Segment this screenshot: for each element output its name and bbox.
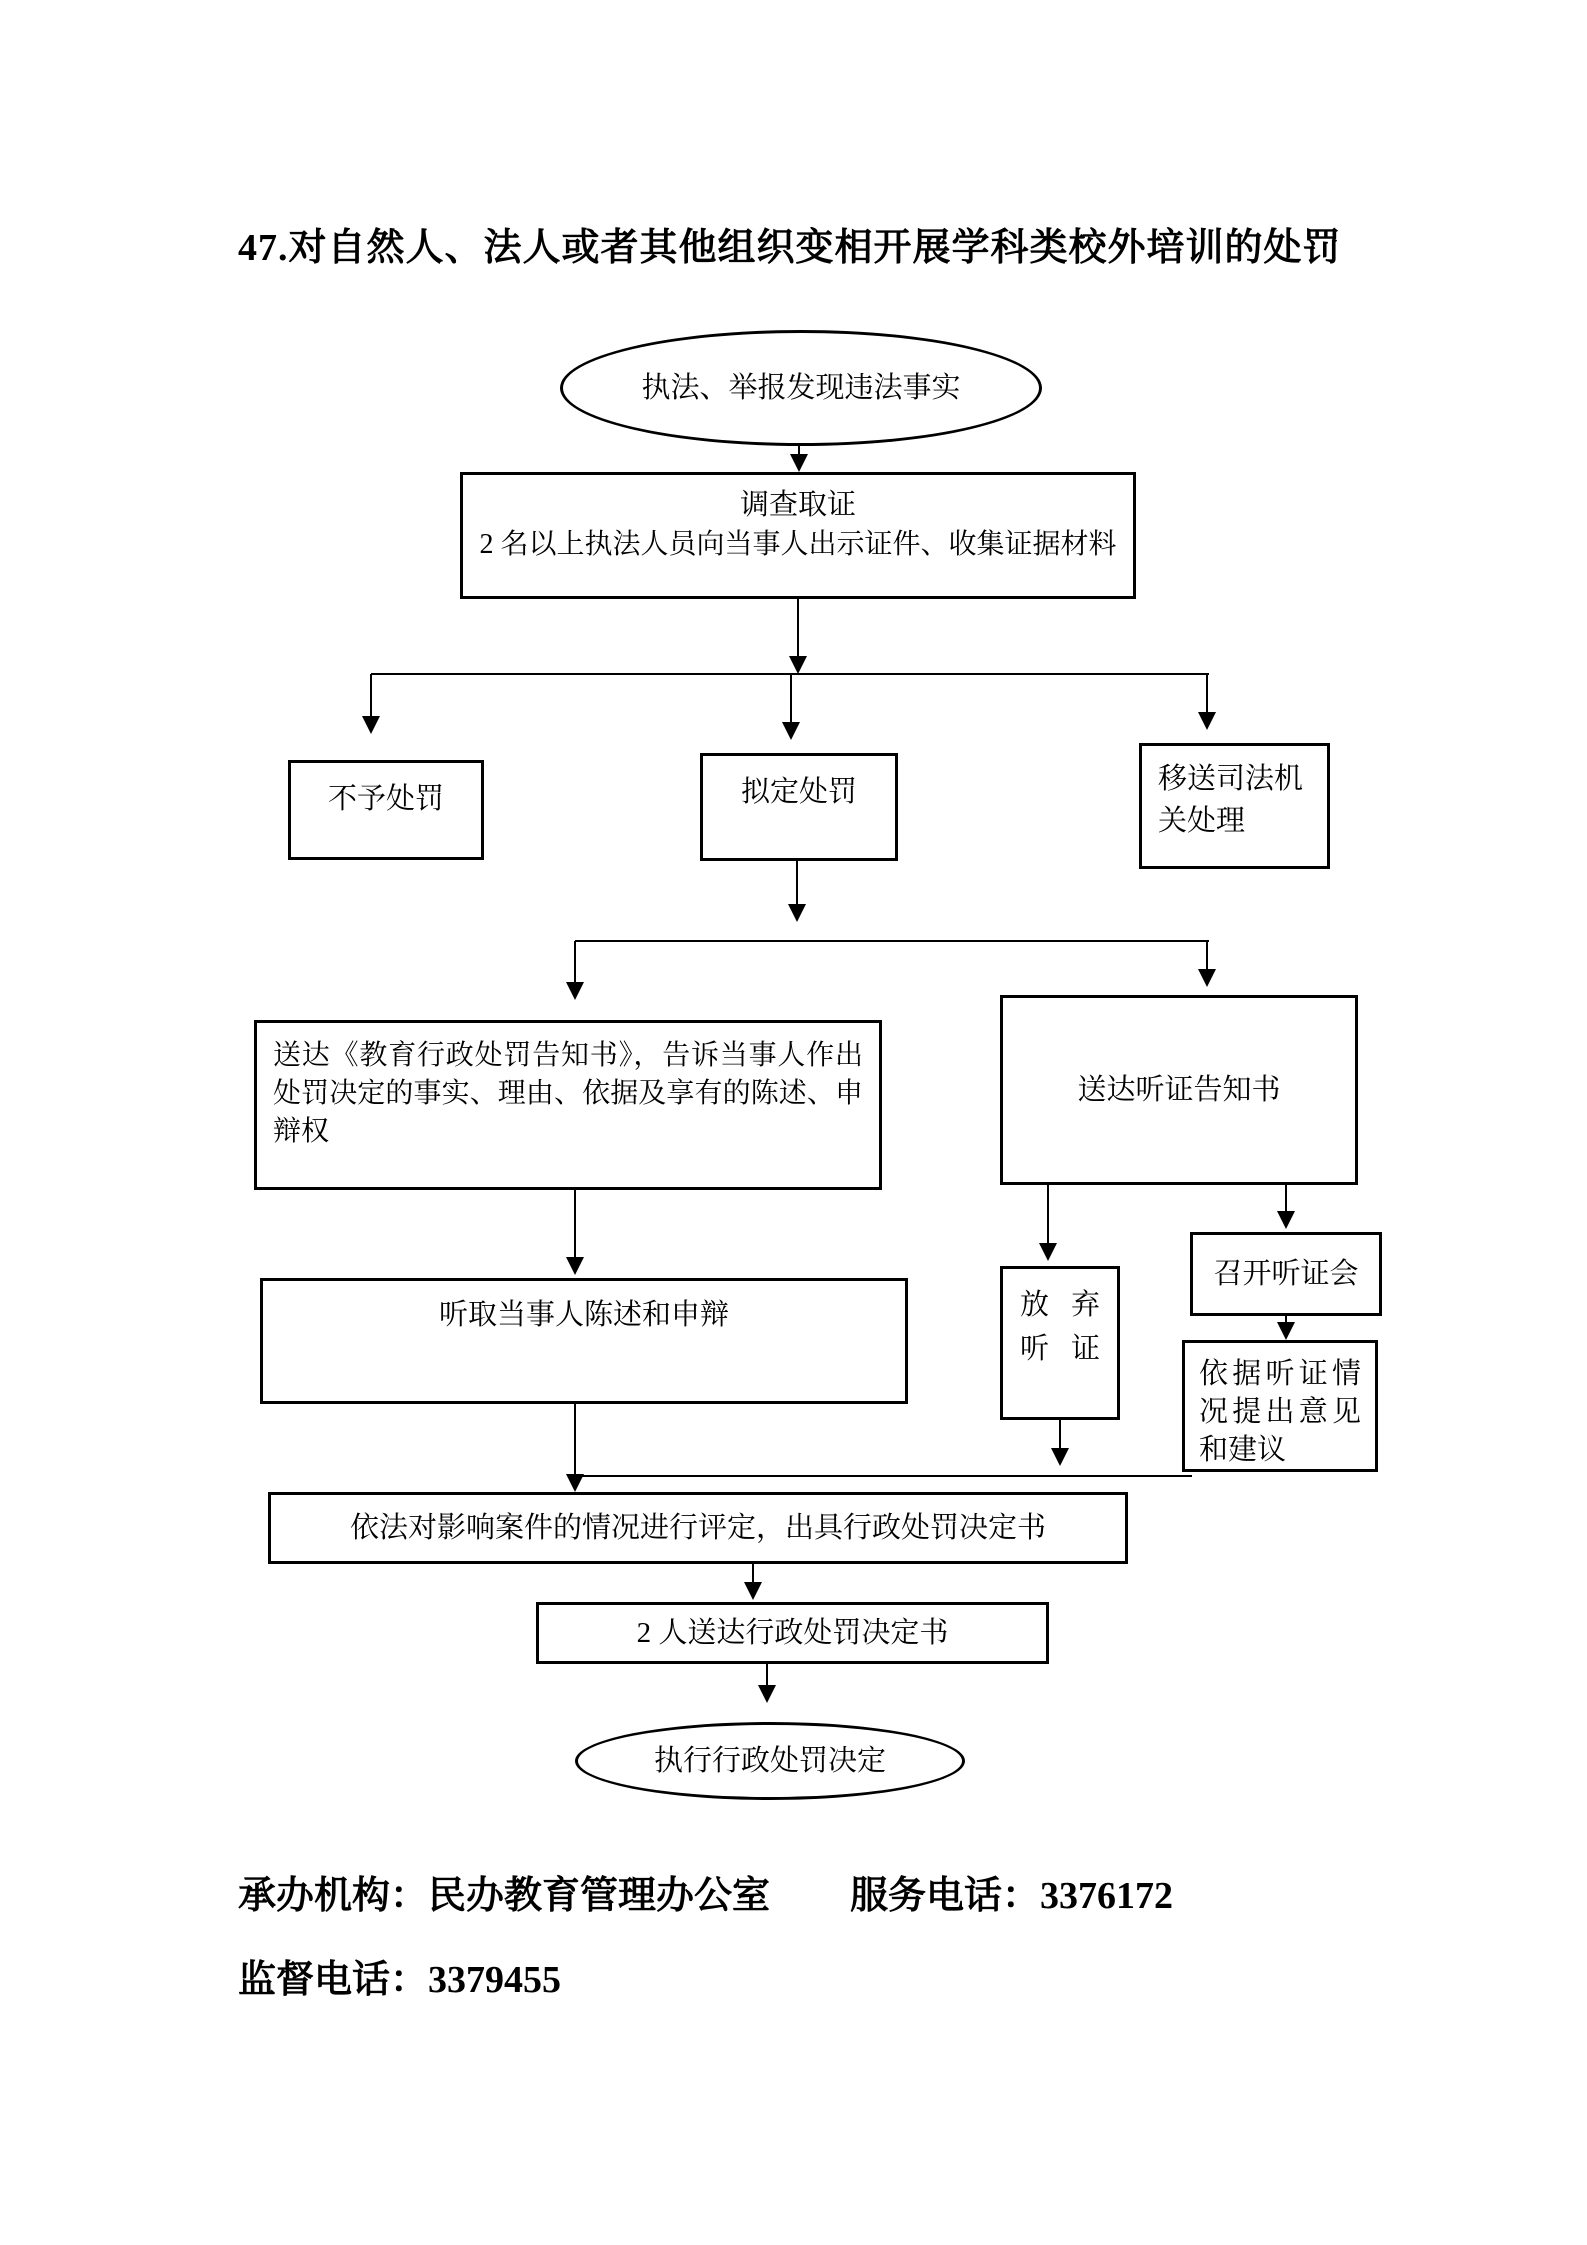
flow-node-evaluate-decision-label: 依法对影响案件的情况进行评定，出具行政处罚决定书: [349, 1512, 1046, 1544]
connector-branch2-right-arrowhead: [1198, 969, 1216, 987]
connector-branch1-left-line: [370, 674, 372, 716]
connector-hear-evaluate-line: [574, 1404, 576, 1474]
flow-node-evaluate-decision: [268, 1492, 1128, 1564]
flow-node-transfer-judicial-label: 移送司法机关处理: [1158, 763, 1304, 837]
flow-node-hold-hearing-label: 召开听证会: [1213, 1258, 1359, 1290]
page-title: 47.对自然人、法人或者其他组织变相开展学科类校外培训的处罚: [238, 227, 1342, 269]
flow-node-start-label: 执法、举报发现违法事实: [641, 372, 961, 404]
flow-node-hearing-opinion: [1182, 1340, 1378, 1472]
flow-node-investigate-line2: 2 名以上执法人员向当事人出示证件、收集证据材料: [479, 529, 1117, 560]
connector-start-investigate-arrowhead: [790, 454, 808, 472]
connector-investigate-branch-line: [797, 599, 799, 656]
flow-node-transfer-judicial: [1139, 743, 1330, 869]
flow-node-serve-hearing-notice-label: 送达听证告知书: [1077, 1074, 1281, 1106]
connector-investigate-branch-arrowhead: [789, 656, 807, 674]
flow-node-waive-hearing: [1000, 1266, 1120, 1420]
connector-deliver-execute-arrowhead: [758, 1685, 776, 1703]
flow-node-hearing-opinion-label: 依据听证情况提出意见和建议: [1199, 1358, 1361, 1466]
flow-node-draft-penalty: [700, 753, 898, 861]
footer-supervision-phone: 监督电话：3379455: [238, 1959, 562, 2001]
flow-node-investigate: [460, 472, 1136, 599]
flow-node-serve-penalty-notice: [254, 1020, 882, 1190]
connector-notice-hear-line: [574, 1190, 576, 1257]
connector-evaluate-deliver-line: [752, 1564, 754, 1582]
flow-node-deliver-decision-label: 2 人送达行政处罚决定书: [636, 1617, 949, 1649]
flow-node-draft-penalty-label: 拟定处罚: [740, 776, 857, 808]
connector-branch1-center-line: [790, 674, 792, 722]
flow-node-serve-penalty-notice-label: 送达《教育行政处罚告知书》，告诉当事人作出处罚决定的事实、理由、依据及享有的陈述、申辩权: [273, 1040, 863, 1147]
connector-branch2-left-line: [574, 941, 576, 982]
footer-agency: 承办机构：民办教育管理办公室: [238, 1875, 771, 1917]
flow-node-no-penalty: [288, 760, 484, 860]
connector-branch1-left-arrowhead: [362, 716, 380, 734]
flow-node-waive-hearing-label: 放弃听证: [1020, 1289, 1100, 1365]
flow-node-investigate-line1: 调查取证: [739, 489, 856, 521]
footer-service-phone: 服务电话：3376172: [850, 1875, 1174, 1917]
flow-node-execute-decision-label: 执行行政处罚决定: [653, 1745, 886, 1777]
connector-hearing-waive-line: [1047, 1185, 1049, 1243]
flow-node-no-penalty-label: 不予处罚: [327, 783, 444, 815]
connector-branch1-right-line: [1206, 674, 1208, 712]
connector-branch2-horizontal: [575, 940, 1209, 942]
flow-node-start: [560, 330, 1042, 446]
flow-node-serve-hearing-notice: [1000, 995, 1358, 1185]
footer-supervision-line: [238, 1948, 561, 2003]
connector-evaluate-deliver-arrowhead: [744, 1582, 762, 1600]
flow-node-hear-statement-label: 听取当事人陈述和申辩: [438, 1299, 729, 1331]
connector-hear-evaluate-arrowhead: [566, 1474, 584, 1492]
connector-branch1-right-arrowhead: [1198, 712, 1216, 730]
connector-hearing-hold-line: [1285, 1185, 1287, 1211]
connector-waive-merge-arrowhead: [1051, 1448, 1069, 1466]
flow-node-execute-decision: [575, 1722, 965, 1800]
footer-agency-line: [238, 1864, 1173, 1919]
flow-node-hear-statement: [260, 1278, 908, 1404]
connector-branch2-right-line: [1206, 941, 1208, 969]
connector-branch2-left-arrowhead: [566, 982, 584, 1000]
connector-hearing-hold-arrowhead: [1277, 1211, 1295, 1229]
connector-draft-branch-arrowhead: [788, 904, 806, 922]
flow-node-deliver-decision: [536, 1602, 1049, 1664]
connector-merge-horizontal: [575, 1475, 1192, 1477]
connector-waive-merge-line: [1059, 1420, 1061, 1448]
connector-branch1-center-arrowhead: [782, 722, 800, 740]
connector-notice-hear-arrowhead: [566, 1257, 584, 1275]
flow-node-hold-hearing: [1190, 1232, 1382, 1316]
connector-draft-branch-line: [796, 861, 798, 904]
connector-hold-opinion-arrowhead: [1277, 1322, 1295, 1340]
connector-deliver-execute-line: [766, 1664, 768, 1685]
connector-hearing-waive-arrowhead: [1039, 1243, 1057, 1261]
